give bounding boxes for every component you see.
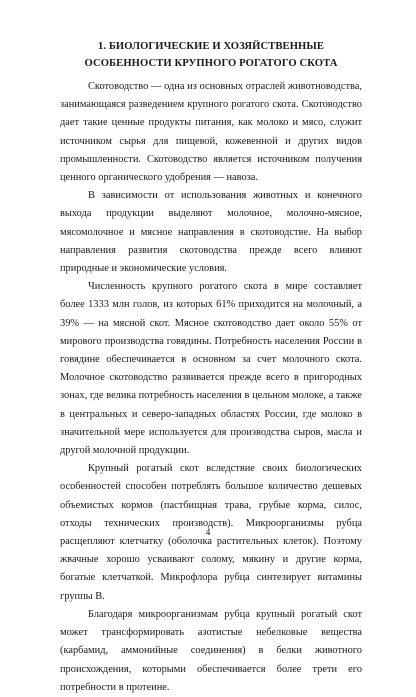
paragraph-4: Крупный рогатый скот вследствие своих биологических особенностей способен потреблять большое количество дешевых объемистых кормов (пастбищная трава, грубые корма, силос, отходы технических производств). Микроорганизмы рубца расщепляют клетчатку (оболочка растительных клеток). Поэтому жвачные хорошо усваивают солому, мякину и другие корма, богатые клетчаткой. Микрофлора рубца синтезирует витамины группы В. xyxy=(60,463,362,602)
section-title-line-2: ОСОБЕННОСТИ КРУПНОГО РОГАТОГО СКОТА xyxy=(84,58,338,69)
section-title xyxy=(60,38,362,72)
section-title-line-1: 1. БИОЛОГИЧЕСКИЕ И ХОЗЯЙСТВЕННЫЕ xyxy=(97,41,325,52)
paragraph-1: Скотоводство — одна из основных отраслей животноводства, занимающаяся разведением крупного рогатого скота. Скотоводство дает такие ценные продукты питания, как молоко и мясо, служит источником сырья для пищевой, кожевенной и других видов промышленности. Скотоводство является источником получения ценного органического удобрения — навоза. xyxy=(60,81,362,184)
page-number: 4 xyxy=(205,528,211,538)
paragraph-3: Численность крупного рогатого скота в мире составляет более 1333 млн голов, из которых 61% приходится на молочный, а 39% — на мясной скот. Мясное скотоводство дает около 55% от мирового производства говядины. Потребность населения России в говядине обеспечивается в основном за счет молочного скота. Молочное скотоводство развивается прежде всего в пригородных зонах, где велика потребность населения в цельном молоке, а также в центральных и северо-западных областях России, где молоко в значительной мере используется для производства сыров, масла и другой молочной продукции. xyxy=(60,281,362,457)
paragraph-5: Благодаря микроорганизмам рубца крупный рогатый скот может трансформировать азотистые небелковые вещества (карбамид, аммонийные соединения) в белки животного происхождения, которыми обеспечивается более трети его потребности в протеине. xyxy=(60,608,362,693)
paragraph-2: В зависимости от использования животных и конечного выхода продукции выделяют молочное, молочно-мясное, мясомолочное и мясное направления в скотоводстве. На выбор направления развития скотоводства прежде всего влияют природные и экономические условия. xyxy=(60,190,362,275)
